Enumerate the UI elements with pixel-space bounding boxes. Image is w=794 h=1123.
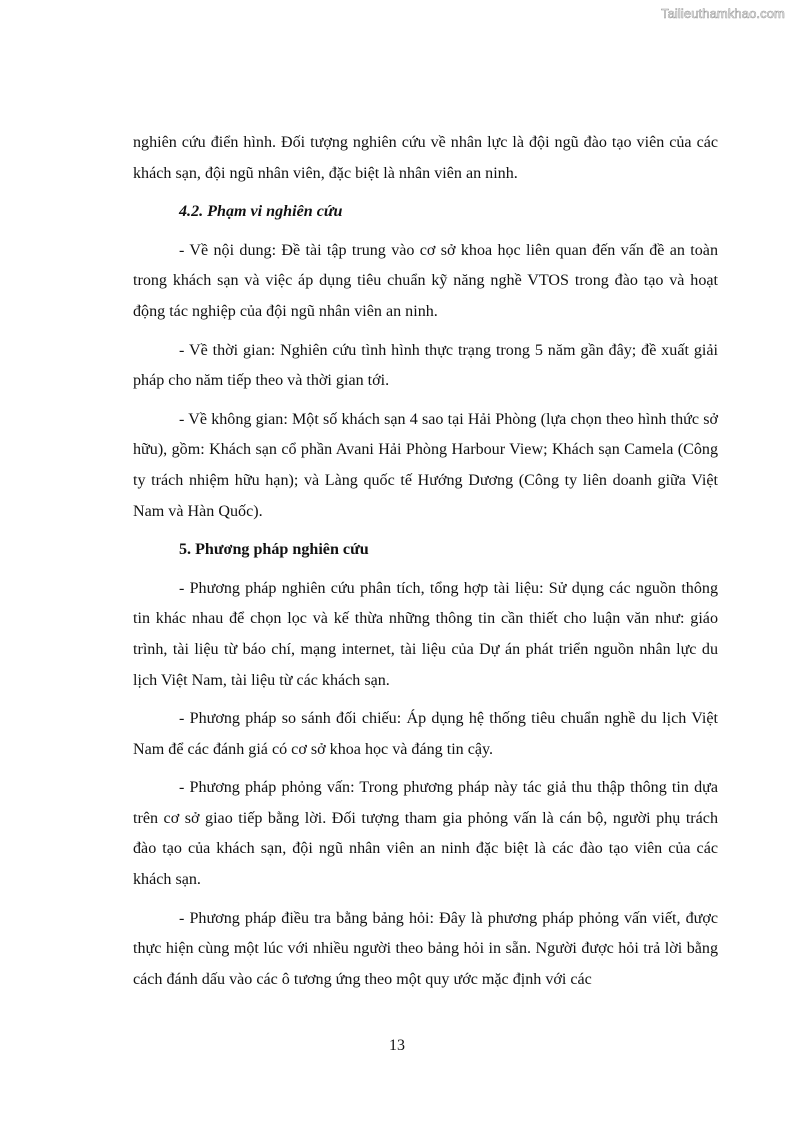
watermark: Tailieuthamkhao.com: [660, 6, 785, 21]
paragraph-time-scope: - Về thời gian: Nghiên cứu tình hình thực trạng trong 5 năm gần đây; đề xuất giải pháp cho năm tiếp theo và thời gian tới.: [133, 341, 718, 390]
paragraph-method-survey: - Phương pháp điều tra bằng bảng hỏi: Đây là phương pháp phỏng vấn viết, được thực hiện cùng một lúc với nhiều người theo bảng hỏi in sẵn. Người được hỏi trả lời bằng cách đánh dấu vào các ô tương ứng theo một quy ước mặc định với các: [133, 909, 718, 988]
paragraph-method-analysis: - Phương pháp nghiên cứu phân tích, tổng hợp tài liệu: Sử dụng các nguồn thông tin khác nhau để chọn lọc và kế thừa những thông tin cần thiết cho luận văn như: giáo trình, tài liệu từ báo chí, mạng internet, tài liệu của Dự án phát triển nguồn nhân lực du lịch Việt Nam, tài liệu từ các khách sạn.: [133, 579, 718, 689]
paragraph-content-scope: - Về nội dung: Đề tài tập trung vào cơ sở khoa học liên quan đến vấn đề an toàn trong khách sạn và việc áp dụng tiêu chuẩn kỹ năng nghề VTOS trong đào tạo và hoạt động tác nghiệp của đội ngũ nhân viên an ninh.: [133, 241, 718, 320]
paragraph-space-scope: - Về không gian: Một số khách sạn 4 sao tại Hải Phòng (lựa chọn theo hình thức sở hữu), gồm: Khách sạn cổ phần Avani Hải Phòng Harbour View; Khách sạn Camela (Công ty trách nhiệm hữu hạn); và Làng quốc tế Hướng Dương (Công ty liên doanh giữa Việt Nam và Hàn Quốc).: [133, 410, 718, 520]
page-number: 13: [389, 1037, 405, 1054]
document-body: [133, 128, 718, 995]
paragraph-method-comparison: - Phương pháp so sánh đối chiếu: Áp dụng hệ thống tiêu chuẩn nghề du lịch Việt Nam để các đánh giá có cơ sở khoa học và đáng tin cậy.: [133, 710, 718, 758]
section-heading-scope: 4.2. Phạm vi nghiên cứu: [179, 203, 343, 221]
paragraph-continuation: nghiên cứu điển hình. Đối tượng nghiên cứu về nhân lực là đội ngũ đào tạo viên của các khách sạn, đội ngũ nhân viên, đặc biệt là nhân viên an ninh.: [133, 134, 718, 182]
paragraph-method-interview: - Phương pháp phỏng vấn: Trong phương pháp này tác giả thu thập thông tin dựa trên cơ sở giao tiếp bằng lời. Đối tượng tham gia phỏng vấn là cán bộ, người phụ trách đào tạo của khách sạn, đội ngũ nhân viên an ninh đặc biệt là các đào tạo viên của các khách sạn.: [133, 779, 718, 889]
section-heading-methods: 5. Phương pháp nghiên cứu: [179, 541, 369, 559]
